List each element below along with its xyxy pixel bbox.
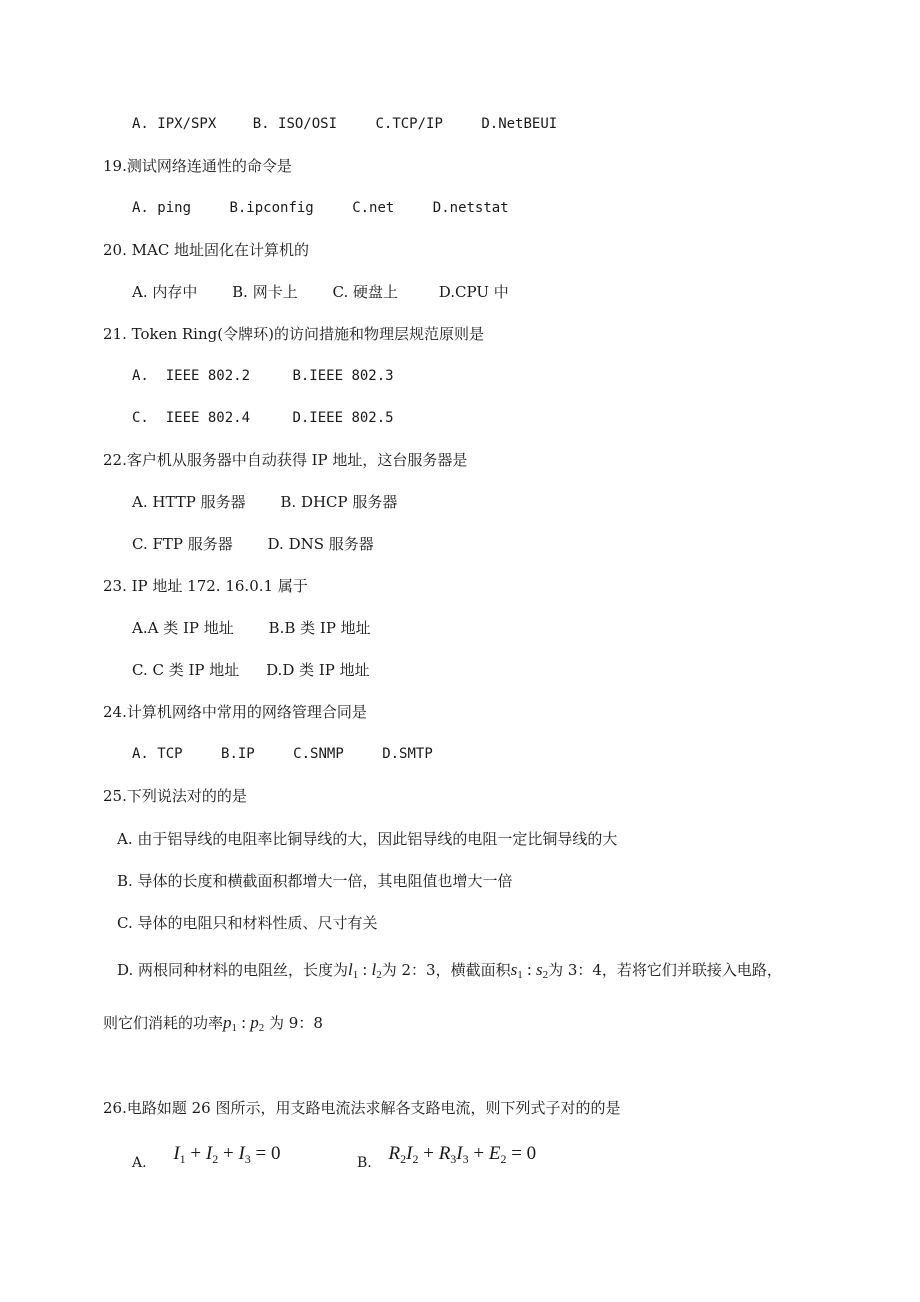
q20-option-a: A. 内存中 xyxy=(132,283,198,301)
q21-stem: 21. Token Ring(令牌环)的访问措施和物理层规范原则是 xyxy=(103,325,484,343)
q22-options-row2 xyxy=(132,534,374,554)
q26-option-a xyxy=(132,1144,280,1169)
q25-option-d xyxy=(117,960,782,985)
q23-option-d: D.D 类 IP 地址 xyxy=(266,661,370,679)
q25-option-c: C. 导体的电阻只和材料性质、尺寸有关 xyxy=(117,914,378,932)
q21-option-d: D.IEEE 802.5 xyxy=(292,410,394,426)
q25-option-d-text-4: 则它们消耗的功率 xyxy=(103,1014,224,1032)
q18-option-a: A. IPX/SPX xyxy=(132,116,217,132)
q20-option-c: C. 硬盘上 xyxy=(332,283,398,301)
q24-stem: 24.计算机网络中常用的网络管理合同是 xyxy=(103,703,367,721)
q24-options xyxy=(132,744,433,764)
q25-option-a: A. 由于铝导线的电阻率比铜导线的大，因此铝导线的电阻一定比铜导线的大 xyxy=(117,830,618,848)
q19-option-d: D.netstat xyxy=(432,200,509,216)
q22-stem: 22.客户机从服务器中自动获得 IP 地址，这台服务器是 xyxy=(103,451,468,469)
q20-option-d: D.CPU 中 xyxy=(438,283,509,301)
area-ratio-formula: $s_1$ : $s_2$ xyxy=(510,960,549,981)
q26-option-a-label: A. xyxy=(132,1155,147,1171)
q25-option-d-text-1: D. 两根同种材料的电阻丝，长度为 xyxy=(117,961,349,979)
q25-option-d-line2 xyxy=(103,1013,323,1038)
q18-options xyxy=(132,114,557,134)
length-ratio-formula: $l_1$ : $l_2$ xyxy=(348,960,382,981)
q21-options-row1 xyxy=(132,366,394,386)
power-ratio-formula: $p_1$ : $p_2$ xyxy=(223,1013,265,1034)
q20-options xyxy=(132,282,509,302)
q26-option-b-label: B. xyxy=(357,1155,372,1171)
q19-option-c: C.net xyxy=(352,200,395,216)
q25-option-b: B. 导体的长度和横截面积都增大一倍，其电阻值也增大一倍 xyxy=(117,872,513,890)
q18-option-c: C.TCP/IP xyxy=(375,116,443,132)
q20-stem: 20. MAC 地址固化在计算机的 xyxy=(103,241,310,259)
q23-option-b: B.B 类 IP 地址 xyxy=(268,619,371,637)
q21-option-b: B.IEEE 802.3 xyxy=(292,368,394,384)
q25-option-d-text-3: 为 3：4，若将它们并联接入电路， xyxy=(548,961,782,979)
q23-stem: 23. IP 地址 172. 16.0.1 属于 xyxy=(103,577,308,595)
q19-option-a: A. ping xyxy=(132,200,192,216)
q22-option-c: C. FTP 服务器 xyxy=(132,535,233,553)
q26-option-b xyxy=(357,1144,536,1169)
q25-stem: 25.下列说法对的的是 xyxy=(103,787,247,805)
q21-options-row2 xyxy=(132,408,394,428)
q24-option-a: A. TCP xyxy=(132,746,183,762)
q25-option-d-text-2: 为 2：3，横截面积 xyxy=(381,961,511,979)
q23-option-c: C. C 类 IP 地址 xyxy=(132,661,240,679)
q22-option-a: A. HTTP 服务器 xyxy=(132,493,246,511)
q24-option-d: D.SMTP xyxy=(382,746,433,762)
q22-options-row1 xyxy=(132,492,397,512)
q24-option-c: C.SNMP xyxy=(293,746,344,762)
q25-option-d-text-5: 为 9：8 xyxy=(269,1014,323,1032)
q18-option-b: B. ISO/OSI xyxy=(252,116,338,132)
q19-option-b: B.ipconfig xyxy=(229,200,314,216)
q20-option-b: B. 网卡上 xyxy=(232,283,298,301)
q22-option-b: B. DHCP 服务器 xyxy=(280,493,398,511)
q24-option-b: B.IP xyxy=(221,746,255,762)
q19-options xyxy=(132,198,509,218)
q21-option-c: C. IEEE 802.4 xyxy=(132,410,251,426)
q21-option-a: A. IEEE 802.2 xyxy=(132,368,251,384)
kcl-equation: $I_1 + I_2 + I_3 = 0$ xyxy=(173,1143,281,1166)
q22-option-d: D. DNS 服务器 xyxy=(267,535,374,553)
q23-options-row2 xyxy=(132,660,370,680)
q18-option-d: D.NetBEUI xyxy=(481,116,558,132)
q23-options-row1 xyxy=(132,618,371,638)
q26-stem: 26.电路如题 26 图所示，用支路电流法求解各支路电流，则下列式子对的的是 xyxy=(103,1099,621,1117)
q19-stem: 19.测试网络连通性的命令是 xyxy=(103,157,292,175)
kvl-equation: $R_2I_2 + R_3I_3 + E_2 = 0$ xyxy=(388,1143,537,1166)
q23-option-a: A.A 类 IP 地址 xyxy=(132,619,234,637)
